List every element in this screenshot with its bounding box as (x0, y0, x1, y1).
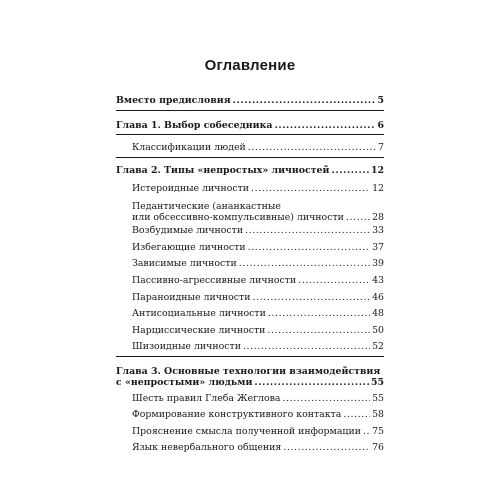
toc-page-number: 39 (372, 258, 384, 269)
dot-leader (248, 242, 370, 253)
dot-leader (283, 442, 370, 453)
toc-chapter-entry[interactable] (116, 120, 384, 131)
toc-section-entry[interactable] (132, 409, 384, 420)
toc-page-number: 5 (377, 95, 384, 106)
dot-leader (343, 409, 370, 420)
toc-section-entry[interactable] (132, 442, 384, 453)
toc-section-entry[interactable] (132, 308, 384, 319)
toc-section-entry[interactable] (132, 325, 384, 336)
dot-leader (253, 292, 371, 303)
toc-entry-title: Классификации людей (132, 142, 246, 153)
dot-leader (331, 165, 368, 176)
dot-leader (239, 258, 370, 269)
toc-section-entry[interactable] (132, 258, 384, 269)
toc-chapter-entry[interactable] (116, 165, 384, 176)
toc-entry-title: Антисоциальные личности (132, 308, 266, 319)
dot-leader (346, 212, 370, 223)
dot-leader (298, 275, 370, 286)
toc-chapter-entry[interactable] (116, 95, 384, 106)
toc-entry-title: Формирование конструктивного контакта (132, 409, 342, 420)
toc-page-number: 33 (372, 225, 384, 236)
toc-entry-title: с «непростыми» людьми (116, 377, 253, 388)
section-divider (116, 110, 384, 111)
toc-entry-title: Педантические (ананкастные (132, 201, 281, 212)
toc-page-number: 37 (372, 242, 384, 253)
dot-leader (268, 308, 370, 319)
toc-entry-title: Язык невербального общения (132, 442, 282, 453)
toc-section-entry[interactable] (132, 292, 384, 303)
toc-section-entry[interactable] (132, 341, 384, 352)
toc-page-number: 75 (372, 426, 384, 437)
dot-leader (274, 120, 375, 131)
toc-entry-title: Зависимые личности (132, 258, 237, 269)
toc-page-number: 43 (372, 275, 384, 286)
dot-leader (282, 393, 370, 404)
toc-entry-title: Нарциссические личности (132, 325, 266, 336)
toc-page-number: 12 (372, 183, 384, 194)
toc-page-number: 55 (372, 393, 384, 404)
dot-leader (245, 225, 370, 236)
toc-entry-title: Шизоидные личности (132, 341, 241, 352)
dot-leader (243, 341, 370, 352)
dot-leader (251, 183, 370, 194)
toc-entry-title: Глава 3. Основные технологии взаимодействия (116, 366, 381, 377)
toc-entry-title: Прояснение смысла полученной информации (132, 426, 361, 437)
dot-leader (363, 426, 370, 437)
section-divider (116, 157, 384, 158)
toc-page-number: 12 (370, 165, 384, 176)
dot-leader (233, 95, 376, 106)
toc-page-number: 46 (372, 292, 384, 303)
dot-leader (267, 325, 370, 336)
toc-chapter-entry[interactable] (116, 366, 384, 388)
toc-page-number: 52 (372, 341, 384, 352)
toc-page-number: 55 (370, 377, 384, 388)
section-divider (116, 134, 384, 135)
toc-entry-title: Избегающие личности (132, 242, 246, 253)
toc-section-entry[interactable] (132, 225, 384, 236)
dot-leader (254, 377, 369, 388)
toc-entry-title: Вместо предисловия (116, 95, 231, 106)
toc-entry-title: Глава 2. Типы «непростых» личностей (116, 165, 330, 176)
toc-page-number: 7 (378, 142, 384, 153)
page-title: Оглавление (204, 57, 296, 74)
toc-section-entry[interactable] (132, 275, 384, 286)
toc-entry-title: Глава 1. Выбор собеседника (116, 120, 273, 131)
toc-entry-title: Шесть правил Глеба Жеглова (132, 393, 281, 404)
toc-page-number: 28 (372, 212, 384, 223)
toc-section-entry[interactable] (132, 393, 384, 404)
toc-section-entry[interactable] (132, 242, 384, 253)
toc-entry-title: Пассивно-агрессивные личности (132, 275, 297, 286)
toc-section-entry[interactable] (132, 183, 384, 194)
toc-page-number: 6 (377, 120, 384, 131)
toc-section-entry[interactable] (132, 142, 384, 153)
toc-page-number: 50 (372, 325, 384, 336)
toc-entry-title: Параноидные личности (132, 292, 251, 303)
toc-section-entry[interactable] (132, 201, 384, 223)
toc-section-entry[interactable] (132, 426, 384, 437)
dot-leader (248, 142, 376, 153)
toc-entry-title: Возбудимые личности (132, 225, 244, 236)
section-divider (116, 356, 384, 357)
toc-page-number: 58 (372, 409, 384, 420)
toc-page-number: 76 (372, 442, 384, 453)
toc-entry-title: Истероидные личности (132, 183, 250, 194)
toc-page-number: 48 (372, 308, 384, 319)
toc-entry-title: или обсессивно-компульсивные) личности (132, 212, 344, 223)
